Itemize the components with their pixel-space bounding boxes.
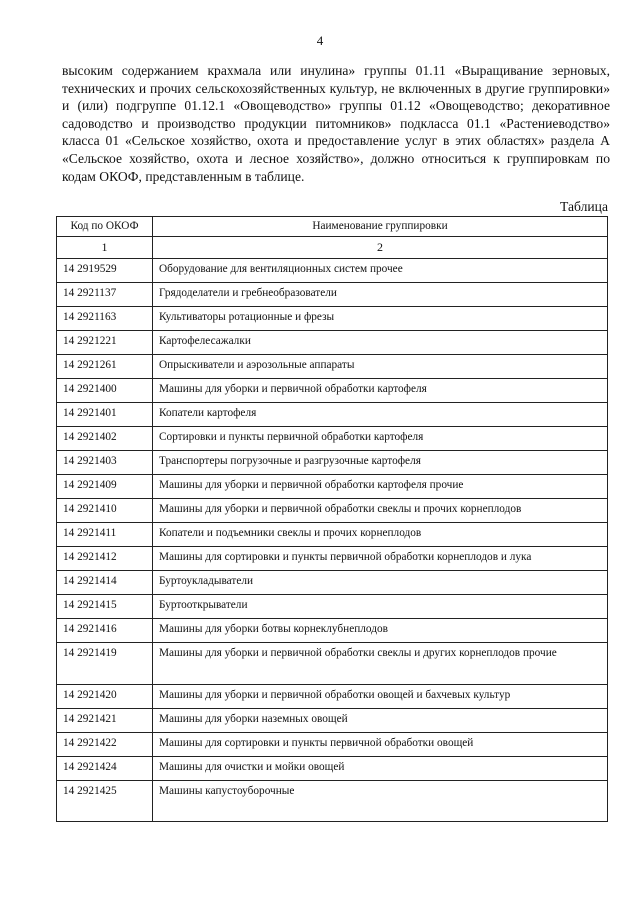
code-cell: 14 2921421: [57, 709, 153, 733]
table-row: [57, 757, 608, 781]
code-cell: 14 2921403: [57, 451, 153, 475]
name-cell: Машины для уборки наземных овощей: [153, 709, 608, 733]
name-cell: Опрыскиватели и аэрозольные аппараты: [153, 355, 608, 379]
name-cell: Машины для уборки и первичной обработки картофеля: [153, 379, 608, 403]
code-cell: 14 2921411: [57, 523, 153, 547]
code-cell: 14 2921412: [57, 547, 153, 571]
code-cell: 14 2921424: [57, 757, 153, 781]
code-cell: 14 2921163: [57, 307, 153, 331]
code-cell: 14 2921416: [57, 619, 153, 643]
name-cell: Буртоукладыватели: [153, 571, 608, 595]
name-cell: Копатели и подъемники свеклы и прочих корнеплодов: [153, 523, 608, 547]
table-row: [57, 331, 608, 355]
table-row: [57, 355, 608, 379]
name-cell: Буртооткрыватели: [153, 595, 608, 619]
page-number: 4: [316, 33, 324, 48]
table-row: [57, 595, 608, 619]
code-cell: 14 2921261: [57, 355, 153, 379]
name-cell: Машины для уборки и первичной обработки картофеля прочие: [153, 475, 608, 499]
name-cell: Машины капустоуборочные: [153, 781, 608, 822]
name-cell: Копатели картофеля: [153, 403, 608, 427]
code-cell: 14 2921419: [57, 643, 153, 685]
name-cell: Транспортеры погрузочные и разгрузочные картофеля: [153, 451, 608, 475]
code-cell: 14 2921409: [57, 475, 153, 499]
table-row: [57, 499, 608, 523]
table-row: [57, 451, 608, 475]
table-row: [57, 619, 608, 643]
table-row: [57, 523, 608, 547]
name-cell: Машины для сортировки и пункты первичной обработки овощей: [153, 733, 608, 757]
table-row: [57, 283, 608, 307]
code-cell: 14 2921414: [57, 571, 153, 595]
name-cell: Машины для сортировки и пункты первичной обработки корнеплодов и лука: [153, 547, 608, 571]
table-row: [57, 781, 608, 822]
column-number-1: 1: [57, 237, 153, 259]
code-cell: 14 2921402: [57, 427, 153, 451]
okof-table: [56, 216, 608, 822]
column-number-row: [57, 237, 608, 259]
name-cell: Сортировки и пункты первичной обработки картофеля: [153, 427, 608, 451]
table-row: [57, 427, 608, 451]
code-cell: 14 2921420: [57, 685, 153, 709]
code-cell: 14 2921137: [57, 283, 153, 307]
code-cell: 14 2921221: [57, 331, 153, 355]
table-row: [57, 259, 608, 283]
table-row: [57, 403, 608, 427]
table-header-row: [57, 217, 608, 237]
header-name: Наименование группировки: [153, 217, 608, 237]
table-row: [57, 709, 608, 733]
name-cell: Картофелесажалки: [153, 331, 608, 355]
code-cell: 14 2921425: [57, 781, 153, 822]
code-cell: 14 2921400: [57, 379, 153, 403]
name-cell: Машины для уборки и первичной обработки свеклы и других корнеплодов прочие: [153, 643, 608, 685]
table-row: [57, 685, 608, 709]
name-cell: Оборудование для вентиляционных систем прочее: [153, 259, 608, 283]
table-row: [57, 307, 608, 331]
code-cell: 14 2921401: [57, 403, 153, 427]
name-cell: Машины для очистки и мойки овощей: [153, 757, 608, 781]
header-code: Код по ОКОФ: [57, 217, 153, 237]
intro-paragraph: высоким содержанием крахмала или инулина» группы 01.11 «Выращивание зерновых, технических и прочих сельскохозяйственных культур, не включенных в другие группировки» и (или) подгруппе 01.12.1 «Овощеводство» группы 01.12 «Овощеводство; декоративное садоводство и производство продукции питомников» подкласса 01.1 «Растениеводство» класса 01 «Сельское хозяйство, охота и предоставление услуг в этих областях» раздела А «Сельское хозяйство, охота и лесное хозяйство», должно относиться к группировкам по кодам ОКОФ, представленным в таблице.: [62, 63, 610, 184]
table-row: [57, 733, 608, 757]
code-cell: 14 2921410: [57, 499, 153, 523]
table-label: Таблица: [560, 199, 608, 214]
table-row: [57, 547, 608, 571]
name-cell: Машины для уборки ботвы корнеклубнеплодов: [153, 619, 608, 643]
name-cell: Машины для уборки и первичной обработки овощей и бахчевых культур: [153, 685, 608, 709]
name-cell: Грядоделатели и гребнеобразователи: [153, 283, 608, 307]
code-cell: 14 2919529: [57, 259, 153, 283]
table-row: [57, 643, 608, 685]
table-row: [57, 475, 608, 499]
name-cell: Культиваторы ротационные и фрезы: [153, 307, 608, 331]
column-number-2: 2: [153, 237, 608, 259]
table-row: [57, 379, 608, 403]
code-cell: 14 2921415: [57, 595, 153, 619]
name-cell: Машины для уборки и первичной обработки свеклы и прочих корнеплодов: [153, 499, 608, 523]
code-cell: 14 2921422: [57, 733, 153, 757]
table-row: [57, 571, 608, 595]
